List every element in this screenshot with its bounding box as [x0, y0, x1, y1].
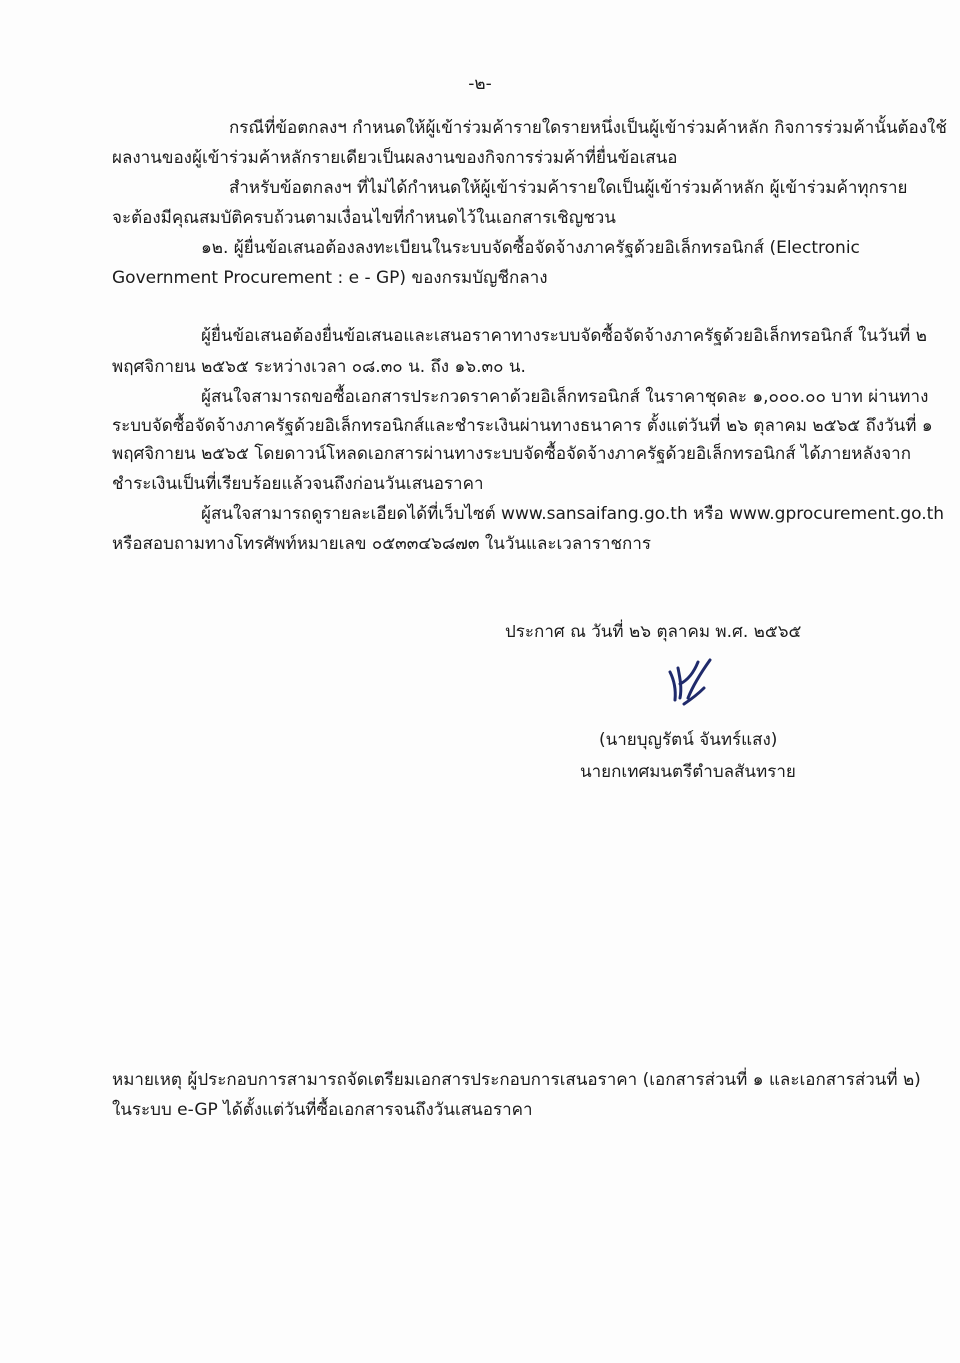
paragraph-6-line-2: หรือสอบถามทางโทรศัพท์หมายเลข ๐๕๓๓๔๖๘๗๓ ในวันและเวลาราชการ — [112, 534, 652, 554]
paragraph-4-line-1: ผู้ยื่นข้อเสนอต้องยื่นข้อเสนอและเสนอราคาทางระบบจัดซื้อจัดจ้างภาครัฐด้วยอิเล็กทรอนิกส์ ในวันที่ ๒ — [201, 326, 928, 346]
paragraph-5-line-1: ผู้สนใจสามารถขอซื้อเอกสารประกวดราคาด้วยอิเล็กทรอนิกส์ ในราคาชุดละ ๑,๐๐๐.๐๐ บาท ผ่านทาง — [201, 387, 929, 407]
paragraph-3-line-2: Government Procurement : e - GP) ของกรมบัญชีกลาง — [112, 268, 548, 288]
paragraph-6-line-1: ผู้สนใจสามารถดูรายละเอียดได้ที่เว็บไซต์ www.sansaifang.go.th หรือ www.gprocurement.go.th — [201, 504, 945, 524]
paragraph-5-line-3: พฤศจิกายน ๒๕๖๕ โดยดาวน์โหลดเอกสารผ่านทางระบบจัดซื้อจัดจ้างภาครัฐด้วยอิเล็กทรอนิกส์ ได้ภายหลังจาก — [112, 444, 912, 464]
paragraph-5-line-2: ระบบจัดซื้อจัดจ้างภาครัฐด้วยอิเล็กทรอนิกส์และชำระเงินผ่านทางธนาคาร ตั้งแต่วันที่ ๒๖ ตุลาคม ๒๕๖๕ ถึงวันที่ ๑ — [112, 416, 933, 436]
announcement-date: ประกาศ ณ วันที่ ๒๖ ตุลาคม พ.ศ. ๒๕๖๕ — [505, 622, 802, 642]
paragraph-3-line-1: ๑๒. ผู้ยื่นข้อเสนอต้องลงทะเบียนในระบบจัดซื้อจัดจ้างภาครัฐด้วยอิเล็กทรอนิกส์ (Electronic — [201, 238, 860, 258]
paragraph-4-line-2: พฤศจิกายน ๒๕๖๕ ระหว่างเวลา ๐๘.๓๐ น. ถึง ๑๖.๓๐ น. — [112, 357, 526, 377]
paragraph-2-line-2: จะต้องมีคุณสมบัติครบถ้วนตามเงื่อนไขที่กำหนดไว้ในเอกสารเชิญชวน — [112, 208, 616, 228]
paragraph-1-line-2: ผลงานของผู้เข้าร่วมค้าหลักรายเดียวเป็นผลงานของกิจการร่วมค้าที่ยื่นข้อเสนอ — [112, 148, 678, 168]
paragraph-1-line-1: กรณีที่ข้อตกลงฯ กำหนดให้ผู้เข้าร่วมค้ารายใดรายหนึ่งเป็นผู้เข้าร่วมค้าหลัก กิจการร่วมค้านั้นต้องใช้ — [229, 118, 947, 138]
note-line-1: หมายเหตุ ผู้ประกอบการสามารถจัดเตรียมเอกสารประกอบการเสนอราคา (เอกสารส่วนที่ ๑ และเอกสารส่วนที่ ๒) — [112, 1070, 921, 1090]
note-line-2: ในระบบ e-GP ได้ตั้งแต่วันที่ซื้อเอกสารจนถึงวันเสนอราคา — [112, 1100, 533, 1120]
paragraph-2-line-1: สำหรับข้อตกลงฯ ที่ไม่ได้กำหนดให้ผู้เข้าร่วมค้ารายใดเป็นผู้เข้าร่วมค้าหลัก ผู้เข้าร่วมค้าทุกราย — [229, 178, 908, 198]
signature-image — [658, 654, 718, 712]
signer-title: นายกเทศมนตรีตำบลสันทราย — [580, 762, 796, 782]
paragraph-5-line-4: ชำระเงินเป็นที่เรียบร้อยแล้วจนถึงก่อนวันเสนอราคา — [112, 474, 484, 494]
page-number: -๒- — [468, 74, 492, 94]
signer-name: (นายบุญรัตน์ จันทร์แสง) — [599, 730, 778, 750]
